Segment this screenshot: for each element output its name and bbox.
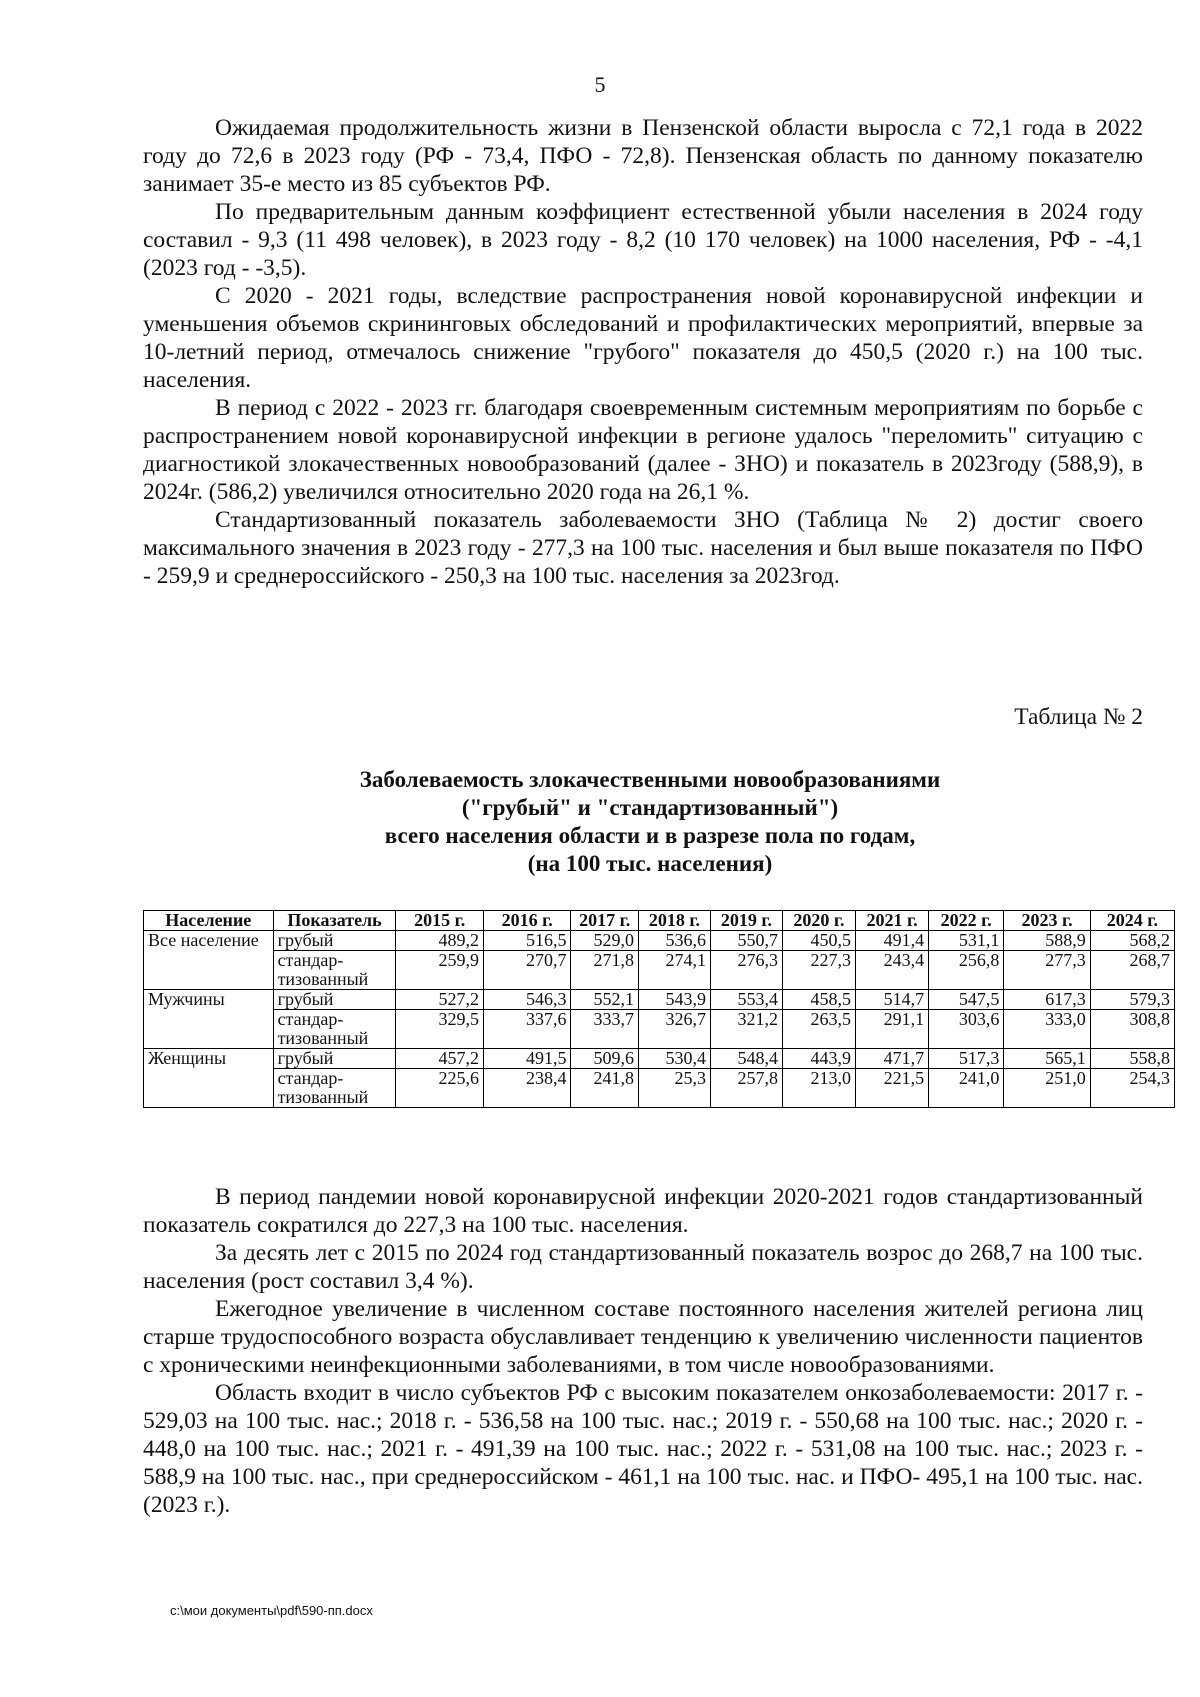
value-cell: 241,8	[571, 1069, 639, 1108]
value-cell: 271,8	[571, 951, 639, 990]
value-cell: 565,1	[1004, 1049, 1090, 1069]
table-row	[144, 1049, 1175, 1069]
value-cell: 326,7	[639, 1010, 711, 1049]
column-header: 2015 г.	[396, 911, 483, 931]
value-cell: 546,3	[483, 990, 570, 1010]
column-header: 2019 г.	[710, 911, 782, 931]
indicator-cell: стандар-тизованный	[273, 1010, 396, 1049]
value-cell: 457,2	[396, 1049, 483, 1069]
column-header: 2022 г.	[929, 911, 1004, 931]
column-header: 2016 г.	[483, 911, 570, 931]
table-header-row	[144, 911, 1175, 931]
column-header: 2017 г.	[571, 911, 639, 931]
value-cell: 568,2	[1090, 931, 1174, 951]
value-cell: 291,1	[856, 1010, 929, 1049]
value-cell: 550,7	[710, 931, 782, 951]
paragraph: С 2020 - 2021 годы, вследствие распространения новой коронавирусной инфекции и уменьшения объемов скрининговых обследований и профилактических мероприятий, впервые за 10-летний период, отмечалось снижение "грубого" показателя до 450,5 (2020 г.) на 100 тыс. населения.	[143, 283, 1143, 393]
value-cell: 558,8	[1090, 1049, 1174, 1069]
value-cell: 527,2	[396, 990, 483, 1010]
indicator-cell: стандар-тизованный	[273, 1069, 396, 1108]
indicator-cell: стандар-тизованный	[273, 951, 396, 990]
value-cell: 277,3	[1004, 951, 1090, 990]
indicator-cell: грубый	[273, 931, 396, 951]
table-title-line: всего населения области и в разрезе пола по годам,	[384, 823, 916, 848]
value-cell: 270,7	[483, 951, 570, 990]
value-cell: 491,5	[483, 1049, 570, 1069]
value-cell: 617,3	[1004, 990, 1090, 1010]
paragraph: Ожидаемая продолжительность жизни в Пензенской области выросла с 72,1 года в 2022 году до 72,6 в 2023 году (РФ - 73,4, ПФО - 72,8). Пензенская область по данному показателю занимает 35-е место из 85 субъектов РФ.	[143, 115, 1143, 197]
value-cell: 553,4	[710, 990, 782, 1010]
table-row	[144, 931, 1175, 951]
column-header: 2020 г.	[782, 911, 855, 931]
value-cell: 491,4	[856, 931, 929, 951]
value-cell: 548,4	[710, 1049, 782, 1069]
value-cell: 530,4	[639, 1049, 711, 1069]
paragraph: За десять лет с 2015 по 2024 год стандартизованный показатель возрос до 268,7 на 100 тыс. населения (рост составил 3,4 %).	[143, 1240, 1143, 1294]
value-cell: 329,5	[396, 1010, 483, 1049]
indicator-cell: грубый	[273, 990, 396, 1010]
table-title-line: ("грубый" и "стандартизованный")	[461, 795, 839, 820]
value-cell: 579,3	[1090, 990, 1174, 1010]
value-cell: 516,5	[483, 931, 570, 951]
value-cell: 227,3	[782, 951, 855, 990]
value-cell: 337,6	[483, 1010, 570, 1049]
value-cell: 450,5	[782, 931, 855, 951]
value-cell: 259,9	[396, 951, 483, 990]
population-cell: Мужчины	[144, 990, 274, 1010]
value-cell: 552,1	[571, 990, 639, 1010]
value-cell: 509,6	[571, 1049, 639, 1069]
value-cell: 25,3	[639, 1069, 711, 1108]
column-header: 2024 г.	[1090, 911, 1174, 931]
value-cell: 536,6	[639, 931, 711, 951]
table-title-line: (на 100 тыс. населения)	[527, 851, 773, 876]
value-cell: 308,8	[1090, 1010, 1174, 1049]
footer-file-path: c:\мои документы\pdf\590-пп.docx	[170, 1603, 373, 1618]
value-cell: 588,9	[1004, 931, 1090, 951]
value-cell: 333,7	[571, 1010, 639, 1049]
value-cell: 213,0	[782, 1069, 855, 1108]
value-cell: 254,3	[1090, 1069, 1174, 1108]
paragraph: Ежегодное увеличение в численном составе постоянного населения жителей региона лиц старше трудоспособного возраста обуславливает тенденцию к увеличению численности пациентов с хроническими неинфекционными заболеваниями, в том числе новообразованиями.	[143, 1296, 1143, 1378]
table-title	[150, 766, 1150, 878]
body-text-bottom	[143, 1183, 1143, 1519]
value-cell: 257,8	[710, 1069, 782, 1108]
value-cell: 303,6	[929, 1010, 1004, 1049]
paragraph: В период с 2022 - 2023 гг. благодаря своевременным системным мероприятиям по борьбе с распространением новой коронавирусной инфекции в регионе удалось "переломить" ситуацию с диагностикой злокачественных новообразований (далее - ЗНО) и показатель в 2023году (588,9), в 2024г. (586,2) увеличился относительно 2020 года на 26,1 %.	[143, 395, 1143, 505]
value-cell: 547,5	[929, 990, 1004, 1010]
indicator-cell: грубый	[273, 1049, 396, 1069]
population-cell	[144, 1069, 274, 1108]
column-header: 2018 г.	[639, 911, 711, 931]
value-cell: 225,6	[396, 1069, 483, 1108]
value-cell: 268,7	[1090, 951, 1174, 990]
incidence-table	[143, 910, 1175, 1108]
population-cell: Женщины	[144, 1049, 274, 1069]
value-cell: 443,9	[782, 1049, 855, 1069]
paragraph: Стандартизованный показатель заболеваемости ЗНО (Таблица № 2) достиг своего максимального значения в 2023 году - 277,3 на 100 тыс. населения и был выше показателя по ПФО - 259,9 и среднероссийского - 250,3 на 100 тыс. населения за 2023год.	[143, 507, 1143, 589]
value-cell: 263,5	[782, 1010, 855, 1049]
value-cell: 256,8	[929, 951, 1004, 990]
table-row	[144, 990, 1175, 1010]
value-cell: 458,5	[782, 990, 855, 1010]
column-header: 2023 г.	[1004, 911, 1090, 931]
value-cell: 489,2	[396, 931, 483, 951]
population-cell	[144, 1010, 274, 1049]
page-number: 5	[594, 72, 606, 97]
paragraph: Область входит в число субъектов РФ с высоким показателем онкозаболеваемости: 2017 г. - 529,03 на 100 тыс. нас.; 2018 г. - 536,58 на 100 тыс. нас.; 2019 г. - 550,68 на 100 тыс. нас.; 2020 г. - 448,0 на 100 тыс. нас.; 2021 г. - 491,39 на 100 тыс. нас.; 2022 г. - 531,08 на 100 тыс. нас.; 2023 г. - 588,9 на 100 тыс. нас., при среднероссийском - 461,1 на 100 тыс. нас. и ПФО- 495,1 на 100 тыс. нас. (2023 г.).	[143, 1380, 1143, 1518]
value-cell: 276,3	[710, 951, 782, 990]
population-cell	[144, 951, 274, 990]
table-row	[144, 1069, 1175, 1108]
value-cell: 517,3	[929, 1049, 1004, 1069]
column-header: 2021 г.	[856, 911, 929, 931]
value-cell: 274,1	[639, 951, 711, 990]
value-cell: 221,5	[856, 1069, 929, 1108]
value-cell: 471,7	[856, 1049, 929, 1069]
paragraph: По предварительным данным коэффициент естественной убыли населения в 2024 году составил - 9,3 (11 498 человек), в 2023 году - 8,2 (10 170 человек) на 1000 населения, РФ - -4,1 (2023 год - -3,5).	[143, 199, 1143, 281]
value-cell: 531,1	[929, 931, 1004, 951]
column-header: Показатель	[273, 911, 396, 931]
table-row	[144, 1010, 1175, 1049]
body-text-top	[143, 114, 1143, 590]
column-header: Население	[144, 911, 274, 931]
value-cell: 243,4	[856, 951, 929, 990]
value-cell: 529,0	[571, 931, 639, 951]
value-cell: 514,7	[856, 990, 929, 1010]
value-cell: 241,0	[929, 1069, 1004, 1108]
table-row	[144, 951, 1175, 990]
paragraph: В период пандемии новой коронавирусной инфекции 2020-2021 годов стандартизованный показатель сократился до 227,3 на 100 тыс. населения.	[143, 1184, 1143, 1238]
table-title-line: Заболеваемость злокачественными новообразованиями	[359, 767, 941, 792]
value-cell: 321,2	[710, 1010, 782, 1049]
value-cell: 333,0	[1004, 1010, 1090, 1049]
value-cell: 251,0	[1004, 1069, 1090, 1108]
value-cell: 543,9	[639, 990, 711, 1010]
table-caption: Таблица № 2	[1014, 704, 1143, 730]
value-cell: 238,4	[483, 1069, 570, 1108]
population-cell: Все население	[144, 931, 274, 951]
